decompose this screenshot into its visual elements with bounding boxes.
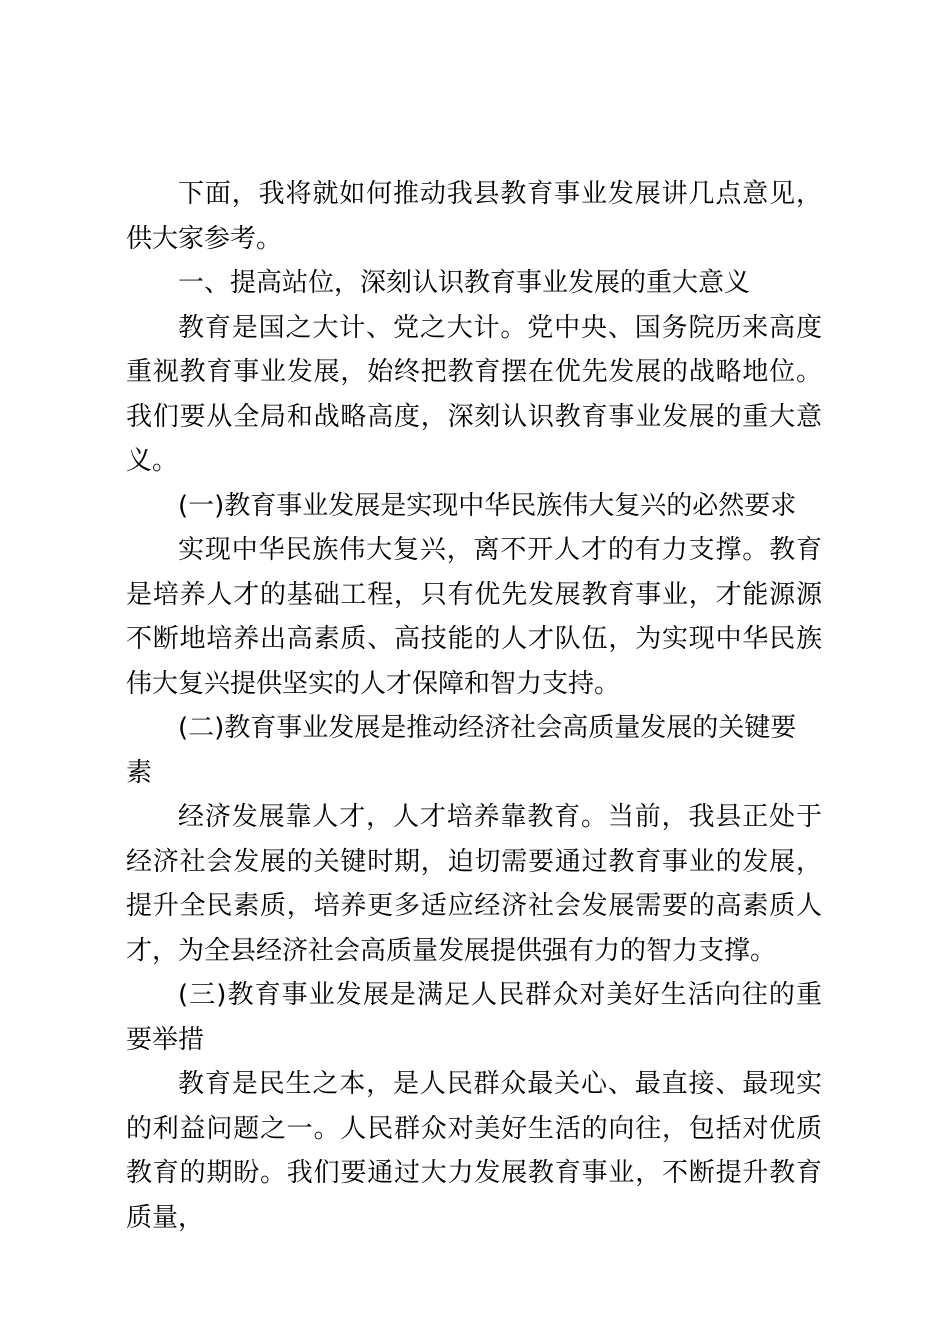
subsection-3-paragraph: 教育是民生之本，是人民群众最关心、最直接、最现实的利益问题之一。人民群众对美好生活的向往，包括对优质教育的期盼。我们要通过大力发展教育事业，不断提升教育质量， xyxy=(126,1069,822,1233)
section-1-paragraph: 教育是国之大计、党之大计。党中央、国务院历来高度重视教育事业发展，始终把教育摆在优先发展的战略地位。我们要从全局和战略高度，深刻认识教育事业发展的重大意义。 xyxy=(126,312,822,476)
subsection-1-paragraph: 实现中华民族伟大复兴，离不开人才的有力支撑。教育是培养人才的基础工程，只有优先发展教育事业，才能源源不断地培养出高素质、高技能的人才队伍，为实现中华民族伟大复兴提供坚实的人才保障和智力支持。 xyxy=(126,535,822,699)
intro-paragraph: 下面，我将就如何推动我县教育事业发展讲几点意见，供大家参考。 xyxy=(126,179,822,254)
section-heading-1: 一、提高站位，深刻认识教育事业发展的重大意义 xyxy=(178,268,751,298)
subheading-3: (三)教育事业发展是满足人民群众对美好生活向往的重要举措 xyxy=(126,980,822,1055)
subheading-2: (二)教育事业发展是推动经济社会高质量发展的关键要素 xyxy=(126,713,797,788)
subsection-2-paragraph: 经济发展靠人才，人才培养靠教育。当前，我县正处于经济社会发展的关键时期，迫切需要通过教育事业的发展，提升全民素质，培养更多适应经济社会发展需要的高素质人才，为全县经济社会高质量发展提供强有力的智力支撑。 xyxy=(126,802,822,966)
subheading-1: (一)教育事业发展是实现中华民族伟大复兴的必然要求 xyxy=(178,490,797,521)
document-body xyxy=(126,172,822,1240)
